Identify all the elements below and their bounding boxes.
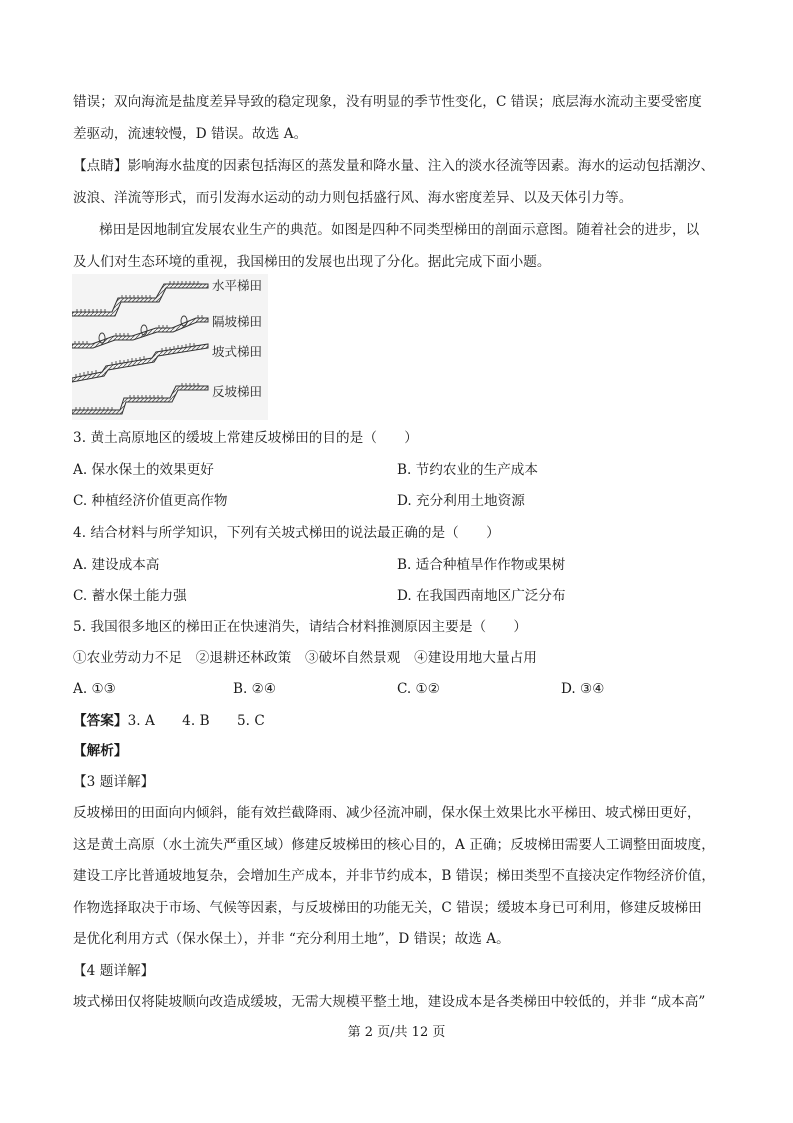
question-4-option-a: A. 建设成本高 xyxy=(73,557,160,573)
question-3-option-d: D. 充分利用土地资源 xyxy=(397,493,525,509)
tip-line-2: 波浪、洋流等形式，而引发海水运动的动力则包括盛行风、海水密度差异、以及天体引力等。 xyxy=(73,190,633,206)
detail-3-line-3: 建设工序比普通坡地复杂，会增加生产成本，并非节约成本，B 错误；梯田类型不直接决定作物经济价值， xyxy=(73,868,716,884)
paragraph-line-2: 差驱动，流速较慢，D 错误。故选 A。 xyxy=(73,126,308,142)
detail-4-line-1: 坡式梯田仅将陡坡顺向改造成缓坡，无需大规模平整土地，建设成本是各类梯田中较低的，并非 “成本高” xyxy=(73,994,706,1010)
question-5-option-c: C. ①② xyxy=(397,681,440,697)
question-5-option-d: D. ③④ xyxy=(561,681,605,697)
question-3-option-a: A. 保水保土的效果更好 xyxy=(73,462,214,478)
terrace-profile-figure xyxy=(72,274,268,420)
label-level-terrace: 水平梯田 xyxy=(212,278,263,293)
question-3-option-c: C. 种植经济价值更高作物 xyxy=(73,493,228,509)
label-reverse-slope-terrace: 反坡梯田 xyxy=(212,384,263,399)
tip-line-1: 【点睛】影响海水盐度的因素包括海区的蒸发量和降水量、注入的淡水径流等因素。海水的运动包括潮汐、 xyxy=(73,158,715,174)
detail-3-heading: 【3 题详解】 xyxy=(73,774,155,790)
page-footer: 第 2 页/共 12 页 xyxy=(347,1025,446,1040)
detail-3-line-4: 作物选择取决于市场、气候等因素，与反坡梯田的功能无关，C 错误；缓坡本身已可利用，修建反坡梯田 xyxy=(73,900,702,916)
question-4-option-c: C. 蓄水保土能力强 xyxy=(73,588,187,604)
question-5-stem: 5. 我国很多地区的梯田正在快速消失，请结合材料推测原因主要是（ ） xyxy=(73,619,528,635)
detail-3-line-1: 反坡梯田的田面向内倾斜，能有效拦截降雨、减少径流冲刷，保水保土效果比水平梯田、坡式梯田更好， xyxy=(73,805,701,821)
detail-3-line-2: 这是黄土高原（水土流失严重区域）修建反坡梯田的核心目的，A 正确；反坡梯田需要人工调整田面坡度， xyxy=(73,837,715,853)
detail-3-line-5: 是优化利用方式（保水保土），并非 “充分利用土地”，D 错误；故选 A。 xyxy=(73,931,510,947)
question-5-items: ①农业劳动力不足 ②退耕还林政策 ③破坏自然景观 ④建设用地大量占用 xyxy=(73,650,537,666)
analysis-heading: 【解析】 xyxy=(73,743,128,759)
label-alternate-slope-terrace: 隔坡梯田 xyxy=(212,314,263,329)
question-3-stem: 3. 黄土高原地区的缓坡上常建反坡梯田的目的是（ ） xyxy=(73,430,418,446)
question-5-option-b: B. ②④ xyxy=(233,681,277,697)
question-4-option-d: D. 在我国西南地区广泛分布 xyxy=(397,588,566,604)
answer-text: 3. A 4. B 5. C xyxy=(127,713,265,729)
answer-line xyxy=(73,711,721,731)
answer-tag: 【答案】 xyxy=(73,713,128,729)
intro-line-1: 梯田是因地制宜发展农业生产的典范。如图是四种不同类型梯田的剖面示意图。随着社会的进步，以 xyxy=(99,222,700,238)
paragraph-line-1: 错误；双向海流是盐度差异导致的稳定现象，没有明显的季节性变化，C 错误；底层海水流动主要受密度 xyxy=(73,94,702,110)
intro-line-2: 及人们对生态环境的重视，我国梯田的发展也出现了分化。据此完成下面小题。 xyxy=(73,254,551,270)
label-slope-type-terrace: 坡式梯田 xyxy=(212,344,263,359)
question-3-option-b: B. 节约农业的生产成本 xyxy=(397,462,538,478)
detail-4-heading: 【4 题详解】 xyxy=(73,963,155,979)
question-4-option-b: B. 适合种植旱作作物或果树 xyxy=(397,557,566,573)
question-4-stem: 4. 结合材料与所学知识，下列有关坡式梯田的说法最正确的是（ ） xyxy=(73,525,500,541)
question-5-option-a: A. ①③ xyxy=(73,681,116,697)
